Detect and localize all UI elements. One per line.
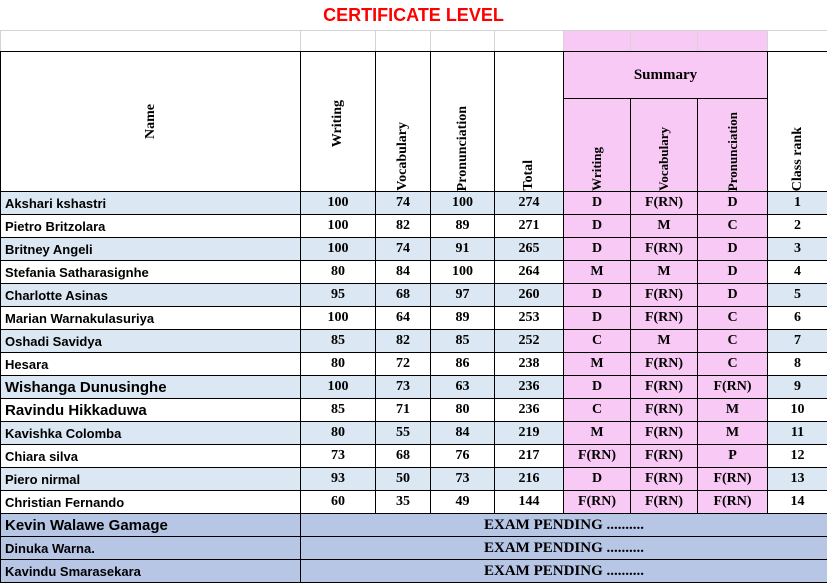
- summary-pronunciation-cell: M: [698, 399, 768, 422]
- pronunciation-header: Pronunciation: [431, 52, 495, 192]
- pronunciation-score-cell: 76: [431, 445, 495, 468]
- pronunciation-score-cell: 73: [431, 468, 495, 491]
- summary-vocabulary-cell: F(RN): [631, 422, 698, 445]
- class-rank-cell: 2: [768, 215, 827, 238]
- pending-name-cell: Kevin Walawe Gamage: [1, 514, 301, 537]
- writing-score-cell: 60: [301, 491, 376, 514]
- summary-vocabulary-header: Vocabulary: [631, 99, 698, 192]
- summary-writing-cell: C: [564, 399, 631, 422]
- summary-writing-cell: D: [564, 376, 631, 399]
- table-row: [1, 330, 827, 353]
- summary-vocabulary-cell: M: [631, 330, 698, 353]
- summary-pronunciation-cell: C: [698, 307, 768, 330]
- vocabulary-score-cell: 71: [376, 399, 431, 422]
- table-row: [1, 261, 827, 284]
- pronunciation-score-cell: 100: [431, 261, 495, 284]
- summary-pronunciation-cell: F(RN): [698, 376, 768, 399]
- pronunciation-score-cell: 49: [431, 491, 495, 514]
- total-cell: 260: [495, 284, 564, 307]
- writing-score-cell: 73: [301, 445, 376, 468]
- name-cell: Christian Fernando: [1, 491, 301, 514]
- pending-status-cell: EXAM PENDING ..........: [301, 537, 827, 560]
- vocabulary-score-cell: 55: [376, 422, 431, 445]
- table-row: [1, 468, 827, 491]
- writing-score-cell: 100: [301, 192, 376, 215]
- summary-vocabulary-cell: M: [631, 215, 698, 238]
- class-rank-cell: 4: [768, 261, 827, 284]
- class-rank-cell: 14: [768, 491, 827, 514]
- table-row: [1, 215, 827, 238]
- writing-score-cell: 100: [301, 238, 376, 261]
- table-row: [1, 238, 827, 261]
- class-rank-cell: 9: [768, 376, 827, 399]
- writing-score-cell: 80: [301, 422, 376, 445]
- summary-pronunciation-cell: C: [698, 353, 768, 376]
- vocabulary-score-cell: 82: [376, 215, 431, 238]
- summary-pronunciation-cell: C: [698, 215, 768, 238]
- pending-row: [1, 537, 827, 560]
- class-rank-cell: 6: [768, 307, 827, 330]
- class-rank-cell: 8: [768, 353, 827, 376]
- total-cell: 144: [495, 491, 564, 514]
- class-rank-cell: 7: [768, 330, 827, 353]
- summary-vocabulary-cell: M: [631, 261, 698, 284]
- summary-vocabulary-cell: F(RN): [631, 376, 698, 399]
- total-cell: 253: [495, 307, 564, 330]
- class-rank-cell: 13: [768, 468, 827, 491]
- name-cell: Kavishka Colomba: [1, 422, 301, 445]
- name-cell: Hesara: [1, 353, 301, 376]
- pending-name-cell: Dinuka Warna.: [1, 537, 301, 560]
- writing-score-cell: 100: [301, 376, 376, 399]
- class-rank-cell: 1: [768, 192, 827, 215]
- table-row: [1, 353, 827, 376]
- summary-pronunciation-cell: D: [698, 284, 768, 307]
- summary-writing-cell: D: [564, 284, 631, 307]
- summary-vocabulary-cell: F(RN): [631, 399, 698, 422]
- total-cell: 216: [495, 468, 564, 491]
- table-row: [1, 192, 827, 215]
- table-row: [1, 491, 827, 514]
- name-cell: Britney Angeli: [1, 238, 301, 261]
- summary-writing-cell: M: [564, 422, 631, 445]
- pending-status-cell: EXAM PENDING ..........: [301, 514, 827, 537]
- name-cell: Stefania Satharasignhe: [1, 261, 301, 284]
- header-row: [1, 52, 827, 99]
- name-cell: Charlotte Asinas: [1, 284, 301, 307]
- total-cell: 236: [495, 399, 564, 422]
- writing-score-cell: 85: [301, 330, 376, 353]
- pronunciation-score-cell: 80: [431, 399, 495, 422]
- summary-pronunciation-cell: F(RN): [698, 468, 768, 491]
- name-cell: Pietro Britzolara: [1, 215, 301, 238]
- summary-writing-cell: D: [564, 468, 631, 491]
- total-cell: 271: [495, 215, 564, 238]
- summary-writing-cell: C: [564, 330, 631, 353]
- name-cell: Oshadi Savidya: [1, 330, 301, 353]
- table-row: [1, 284, 827, 307]
- summary-vocabulary-cell: F(RN): [631, 238, 698, 261]
- pending-status-cell: EXAM PENDING ..........: [301, 560, 827, 583]
- results-table: [0, 30, 827, 583]
- summary-vocabulary-cell: F(RN): [631, 353, 698, 376]
- summary-vocabulary-cell: F(RN): [631, 192, 698, 215]
- class-rank-cell: 5: [768, 284, 827, 307]
- sheet-title: CERTIFICATE LEVEL: [323, 5, 504, 25]
- vocabulary-score-cell: 73: [376, 376, 431, 399]
- vocabulary-header: Vocabulary: [376, 52, 431, 192]
- name-cell: Akshari kshastri: [1, 192, 301, 215]
- total-cell: 252: [495, 330, 564, 353]
- vocabulary-score-cell: 68: [376, 284, 431, 307]
- summary-writing-cell: F(RN): [564, 445, 631, 468]
- total-cell: 264: [495, 261, 564, 284]
- writing-score-cell: 100: [301, 307, 376, 330]
- summary-vocabulary-cell: F(RN): [631, 491, 698, 514]
- summary-pronunciation-cell: M: [698, 422, 768, 445]
- pronunciation-score-cell: 97: [431, 284, 495, 307]
- vocabulary-score-cell: 64: [376, 307, 431, 330]
- summary-pronunciation-cell: D: [698, 192, 768, 215]
- summary-writing-cell: D: [564, 307, 631, 330]
- summary-writing-header: Writing: [564, 99, 631, 192]
- summary-pronunciation-cell: C: [698, 330, 768, 353]
- vocabulary-score-cell: 82: [376, 330, 431, 353]
- pronunciation-score-cell: 63: [431, 376, 495, 399]
- class-rank-cell: 11: [768, 422, 827, 445]
- vocabulary-score-cell: 35: [376, 491, 431, 514]
- total-header: Total: [495, 52, 564, 192]
- summary-writing-cell: M: [564, 353, 631, 376]
- class-rank-cell: 3: [768, 238, 827, 261]
- table-row: [1, 376, 827, 399]
- name-cell: Wishanga Dunusinghe: [1, 376, 301, 399]
- writing-score-cell: 80: [301, 261, 376, 284]
- summary-vocabulary-cell: F(RN): [631, 307, 698, 330]
- table-row: [1, 307, 827, 330]
- pronunciation-score-cell: 100: [431, 192, 495, 215]
- writing-score-cell: 93: [301, 468, 376, 491]
- summary-writing-cell: D: [564, 215, 631, 238]
- summary-pronunciation-cell: D: [698, 261, 768, 284]
- total-cell: 236: [495, 376, 564, 399]
- class-rank-cell: 12: [768, 445, 827, 468]
- pending-row: [1, 514, 827, 537]
- table-row: [1, 399, 827, 422]
- vocabulary-score-cell: 84: [376, 261, 431, 284]
- vocabulary-score-cell: 50: [376, 468, 431, 491]
- pronunciation-score-cell: 89: [431, 307, 495, 330]
- pending-row: [1, 560, 827, 583]
- writing-header: Writing: [301, 52, 376, 192]
- pronunciation-score-cell: 89: [431, 215, 495, 238]
- name-cell: Ravindu Hikkaduwa: [1, 399, 301, 422]
- pronunciation-score-cell: 85: [431, 330, 495, 353]
- total-cell: 265: [495, 238, 564, 261]
- name-cell: Marian Warnakulasuriya: [1, 307, 301, 330]
- pronunciation-score-cell: 91: [431, 238, 495, 261]
- vocabulary-score-cell: 74: [376, 192, 431, 215]
- blank-row: [1, 31, 827, 52]
- summary-pronunciation-cell: P: [698, 445, 768, 468]
- summary-pronunciation-cell: D: [698, 238, 768, 261]
- summary-vocabulary-cell: F(RN): [631, 468, 698, 491]
- total-cell: 238: [495, 353, 564, 376]
- class-rank-header: Class rank: [768, 52, 827, 192]
- class-rank-cell: 10: [768, 399, 827, 422]
- pronunciation-score-cell: 84: [431, 422, 495, 445]
- writing-score-cell: 100: [301, 215, 376, 238]
- table-row: [1, 422, 827, 445]
- name-cell: Chiara silva: [1, 445, 301, 468]
- summary-pronunciation-header: Pronunciation: [698, 99, 768, 192]
- vocabulary-score-cell: 72: [376, 353, 431, 376]
- vocabulary-score-cell: 68: [376, 445, 431, 468]
- name-header: Name: [1, 52, 301, 192]
- summary-vocabulary-cell: F(RN): [631, 445, 698, 468]
- total-cell: 274: [495, 192, 564, 215]
- pending-name-cell: Kavindu Smarasekara: [1, 560, 301, 583]
- total-cell: 219: [495, 422, 564, 445]
- table-row: [1, 445, 827, 468]
- summary-header: Summary: [564, 52, 768, 99]
- summary-writing-cell: D: [564, 192, 631, 215]
- total-cell: 217: [495, 445, 564, 468]
- writing-score-cell: 95: [301, 284, 376, 307]
- pronunciation-score-cell: 86: [431, 353, 495, 376]
- summary-vocabulary-cell: F(RN): [631, 284, 698, 307]
- summary-writing-cell: D: [564, 238, 631, 261]
- vocabulary-score-cell: 74: [376, 238, 431, 261]
- writing-score-cell: 80: [301, 353, 376, 376]
- summary-writing-cell: F(RN): [564, 491, 631, 514]
- summary-pronunciation-cell: F(RN): [698, 491, 768, 514]
- name-cell: Piero nirmal: [1, 468, 301, 491]
- writing-score-cell: 85: [301, 399, 376, 422]
- summary-writing-cell: M: [564, 261, 631, 284]
